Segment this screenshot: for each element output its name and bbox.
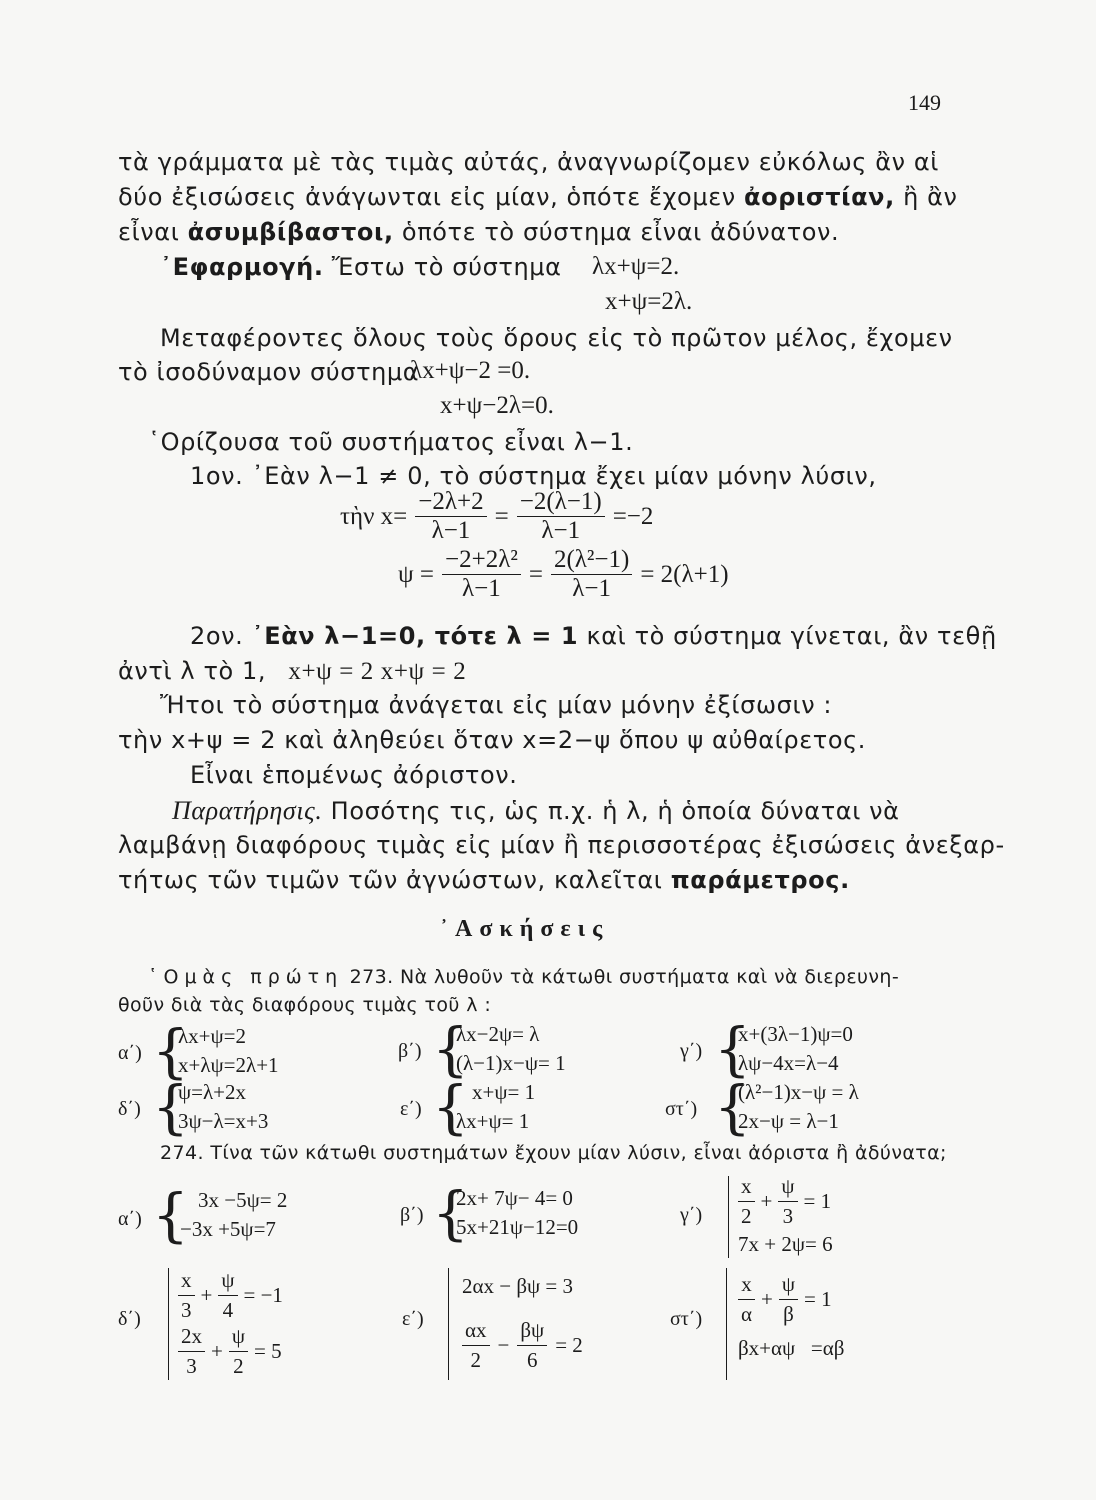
x-num1: −2λ+2 xyxy=(418,488,484,515)
sys274-a-label: α΄) xyxy=(118,1208,142,1230)
y-solution xyxy=(398,546,729,603)
case2-line1 xyxy=(190,622,997,650)
sys273-d xyxy=(178,1078,268,1136)
system-bar xyxy=(168,1268,169,1380)
sys273-a-label: α΄) xyxy=(118,1042,142,1064)
brace: { xyxy=(714,1073,751,1141)
case2-line2 xyxy=(118,657,466,686)
determinant-line: ῾Ορίζουσα τοῦ συστήματος εἶναι λ−1. xyxy=(148,428,634,456)
sys273-c-eq1: x+(3λ−1)ψ=0 xyxy=(738,1022,853,1046)
c-den2: 3 xyxy=(778,1201,797,1231)
sys273-a xyxy=(178,1022,279,1080)
sys273-f-label: στ΄) xyxy=(665,1098,698,1120)
d-den1: 3 xyxy=(178,1295,195,1325)
remark-text: Ποσότης τις, ὡς π.χ. ἡ λ, ἡ ὁποία δύναται νὰ xyxy=(330,797,900,825)
case2-line5-text: Εἶναι ἑπομένως ἀόριστον xyxy=(190,761,510,789)
application-line4: τὸ ἰσοδύναμον σύστημα xyxy=(118,358,420,386)
sys274-b-eq1: 2x+ 7ψ− 4= 0 xyxy=(456,1186,573,1210)
sys273-c xyxy=(738,1020,853,1078)
d-den2: 4 xyxy=(218,1295,237,1325)
equals-sign: = xyxy=(528,560,543,588)
d-den3: 3 xyxy=(178,1351,205,1381)
d-den4: 2 xyxy=(229,1351,248,1381)
exercises-title: ᾿Ασκήσεις xyxy=(440,916,610,942)
y-den1: λ−1 xyxy=(442,574,521,603)
y-num1: −2+2λ² xyxy=(445,546,518,573)
case1-label: 1ον. xyxy=(190,462,244,490)
page-number: 149 xyxy=(908,90,941,115)
para1-line3-end: ὁπότε τὸ σύστημα εἶναι ἀδύνατον. xyxy=(393,218,840,246)
brace: { xyxy=(152,1017,189,1085)
brace: { xyxy=(152,1073,189,1141)
application-eq4: x+ψ−2λ=0. xyxy=(440,392,554,419)
application-eq1: λx+ψ=2. xyxy=(592,253,680,280)
sys274-f-row1 xyxy=(738,1270,832,1329)
sys274-e-label: ε΄) xyxy=(402,1308,424,1330)
e-num2: βψ xyxy=(520,1318,545,1342)
brace: { xyxy=(152,1181,189,1249)
brace: { xyxy=(432,1015,469,1083)
f-den2: β xyxy=(779,1299,798,1329)
sys273-e xyxy=(456,1078,535,1136)
plus-sign: + xyxy=(200,1283,213,1307)
f-frac1 xyxy=(738,1270,755,1329)
f-frac2 xyxy=(779,1270,798,1329)
sys273-b-eq2: (λ−1)x−ψ= 1 xyxy=(456,1051,566,1075)
sys274-b xyxy=(456,1184,578,1242)
x-fraction-1 xyxy=(415,488,486,545)
x-den2: λ−1 xyxy=(517,516,605,545)
sys274-d-label: δ΄) xyxy=(118,1308,141,1330)
sys273-a-eq2: x+λψ=2λ+1 xyxy=(178,1053,279,1077)
sys274-c-label: γ΄) xyxy=(680,1204,703,1226)
system-bar xyxy=(728,1176,729,1258)
remark-line1 xyxy=(172,796,900,826)
sys274-b-label: β΄) xyxy=(400,1204,424,1226)
sys273-d-eq1: ψ=λ+2x xyxy=(178,1080,247,1104)
y-fraction-1 xyxy=(442,546,521,603)
x-prefix: τὴν x= xyxy=(340,502,408,530)
ex273-line1 xyxy=(148,966,899,988)
sys274-a-eq2: −3x +5ψ=7 xyxy=(180,1217,276,1241)
case2-line5 xyxy=(190,761,517,789)
f-den1: α xyxy=(738,1299,755,1329)
e-den2: 6 xyxy=(517,1345,547,1375)
sys273-e-label: ε΄) xyxy=(400,1098,422,1120)
remark-line3 xyxy=(118,866,850,894)
sys274-c-row1 xyxy=(738,1172,831,1231)
ex273-line2: θοῦν διὰ τὰς διαφόρους τιμὰς τοῦ λ : xyxy=(118,994,492,1016)
d-frac3 xyxy=(178,1322,205,1381)
sys274-a-eq1: 3x −5ψ= 2 xyxy=(198,1188,288,1212)
plus-sign: + xyxy=(211,1339,223,1363)
case2-line2-text: ἀντὶ λ τὸ 1, xyxy=(118,657,267,685)
x-result: =−2 xyxy=(612,502,654,530)
application-line3: Μεταφέροντες ὅλους τοὺς ὅρους εἰς τὸ πρῶτον μέλος, ἔχομεν xyxy=(160,324,953,352)
sys273-c-label: γ΄) xyxy=(680,1040,703,1062)
ex274-line1: 274. Τίνα τῶν κάτωθι συστημάτων ἔχουν μίαν λύσιν, εἶναι ἀόριστα ἢ ἀδύνατα; xyxy=(160,1142,947,1164)
c-num1: x xyxy=(741,1174,752,1198)
remark-label: Παρατήρησις. xyxy=(172,796,323,825)
sys274-c-eq2: 7x + 2ψ= 6 xyxy=(738,1232,833,1256)
sys274-e-eq1: 2αx − βψ = 3 xyxy=(462,1274,574,1298)
d-num4: ψ xyxy=(231,1324,245,1348)
sys274-d-row2 xyxy=(178,1322,282,1381)
sys274-f-label: στ΄) xyxy=(670,1308,703,1330)
sys273-e-eq2: λx+ψ= 1 xyxy=(456,1109,530,1133)
f-num1: x xyxy=(741,1272,752,1296)
remark-line2: λαμβάνῃ διαφόρους τιμὰς εἰς μίαν ἢ περισσοτέρας ἐξισώσεις ἀνεξαρ- xyxy=(118,831,1005,859)
c-num2: ψ xyxy=(781,1174,795,1198)
sys273-d-eq2: 3ψ−λ=x+3 xyxy=(178,1109,269,1133)
y-den2: λ−1 xyxy=(551,574,632,603)
sys273-d-label: δ΄) xyxy=(118,1098,141,1120)
equals-sign: = xyxy=(494,502,509,530)
para1-line2-end: ἢ ἂν xyxy=(894,183,958,211)
c-frac1 xyxy=(738,1172,755,1231)
application-heading: ᾿Εφαρμογή. xyxy=(160,253,324,281)
minus-sign: − xyxy=(497,1333,510,1357)
remark-line3-text: τήτως τῶν τιμῶν τῶν ἀγνώστων, καλεῖται xyxy=(118,866,671,894)
x-solution xyxy=(340,488,653,545)
sys273-b xyxy=(456,1020,566,1078)
sys273-f-eq2: 2x−ψ = λ−1 xyxy=(738,1109,839,1133)
c-result1: = 1 xyxy=(803,1189,832,1213)
x-den1: λ−1 xyxy=(415,516,486,545)
case2-equations: x+ψ = 2 x+ψ = 2 xyxy=(288,658,467,685)
d-result1: = −1 xyxy=(243,1283,283,1307)
plus-sign: + xyxy=(761,1287,773,1311)
sys273-b-eq1: λx−2ψ= λ xyxy=(456,1022,540,1046)
d-frac4 xyxy=(229,1322,248,1381)
para1-line3-text: εἶναι xyxy=(118,218,188,246)
sys274-b-eq2: 5x+21ψ−12=0 xyxy=(456,1215,579,1239)
system-bar xyxy=(448,1268,449,1380)
application-text: Ἔστω τὸ σύστημα xyxy=(331,253,562,281)
c-frac2 xyxy=(778,1172,797,1231)
sys273-f-eq1: (λ²−1)x−ψ = λ xyxy=(738,1080,859,1104)
c-den1: 2 xyxy=(738,1201,755,1231)
para1-line1: τὰ γράμματα μὲ τὰς τιμὰς αὐτάς, ἀναγνωρίζομεν εὐκόλως ἂν αἱ xyxy=(118,148,939,176)
y-num2: 2(λ²−1) xyxy=(553,546,630,573)
case2-text: καὶ τὸ σύστημα γίνεται, ἂν τεθῇ xyxy=(586,622,997,650)
y-result: = 2(λ+1) xyxy=(640,560,729,588)
case1-text: ᾿Εὰν λ−1 ≠ 0, τὸ σύστημα ἔχει μίαν μόνην λύσιν, xyxy=(251,462,877,490)
brace: { xyxy=(714,1015,751,1083)
sys273-c-eq2: λψ−4x=λ−4 xyxy=(738,1051,839,1075)
application-eq2: x+ψ=2λ. xyxy=(605,288,693,315)
sys274-f-eq2: βx+αψ =αβ xyxy=(738,1336,845,1360)
case2-condition: ᾿Εὰν λ−1=0, τότε λ = 1 xyxy=(251,622,579,650)
case2-line4: τὴν x+ψ = 2 καὶ ἀληθεύει ὅταν x=2−ψ ὅπου ψ αὐθαίρετος. xyxy=(118,726,867,754)
case2-line3: Ἤτοι τὸ σύστημα ἀνάγεται εἰς μίαν μόνην ἐξίσωσιν : xyxy=(160,691,833,719)
term-asymvivastoi: ἀσυμβίβαστοι, xyxy=(187,218,394,246)
sys274-d-row1 xyxy=(178,1266,283,1325)
para1-line2-text: δύο ἐξισώσεις ἀνάγωνται εἰς μίαν, ὁπότε ἔχομεν xyxy=(118,183,745,211)
d-num2: ψ xyxy=(221,1268,235,1292)
x-num2: −2(λ−1) xyxy=(519,488,602,515)
y-fraction-2 xyxy=(551,546,632,603)
sys273-a-eq1: λx+ψ=2 xyxy=(178,1024,247,1048)
sys274-a xyxy=(180,1186,287,1244)
case2-line5-end: . xyxy=(509,761,518,789)
system-bar xyxy=(726,1268,727,1380)
term-aoristia: ἀοριστίαν, xyxy=(744,183,895,211)
d-num1: x xyxy=(181,1268,192,1292)
sys273-e-eq1: x+ψ= 1 xyxy=(472,1080,536,1104)
group-label: ῾Ομὰς πρώτη xyxy=(148,966,344,988)
e-frac1 xyxy=(462,1316,490,1375)
para1-line2 xyxy=(118,183,958,211)
application-line1 xyxy=(160,253,562,281)
x-fraction-2 xyxy=(517,488,605,545)
sys274-e-row2 xyxy=(462,1316,583,1375)
sys273-f xyxy=(738,1078,859,1136)
d-num3: 2x xyxy=(181,1324,202,1348)
para1-line3 xyxy=(118,218,839,246)
e-num1: αx xyxy=(465,1318,487,1342)
d-result2: = 5 xyxy=(254,1339,282,1363)
brace: { xyxy=(432,1179,469,1247)
plus-sign: + xyxy=(760,1189,773,1213)
f-num2: ψ xyxy=(781,1272,796,1296)
d-frac2 xyxy=(218,1266,237,1325)
sys273-b-label: β΄) xyxy=(398,1040,422,1062)
f-result1: = 1 xyxy=(804,1287,832,1311)
term-parametros: παράμετρος. xyxy=(670,866,850,894)
brace: { xyxy=(432,1073,469,1141)
case2-label: 2ον. xyxy=(190,622,244,650)
d-frac1 xyxy=(178,1266,195,1325)
e-result2: = 2 xyxy=(555,1333,583,1357)
e-den1: 2 xyxy=(462,1345,490,1375)
application-eq3: λx+ψ−2 =0. xyxy=(410,357,531,384)
e-frac2 xyxy=(517,1316,547,1375)
y-prefix: ψ = xyxy=(398,560,434,588)
ex273-text: 273. Νὰ λυθοῦν τὰ κάτωθι συστήματα καὶ νὰ διερευνη- xyxy=(349,966,900,988)
case1-line xyxy=(190,462,877,490)
